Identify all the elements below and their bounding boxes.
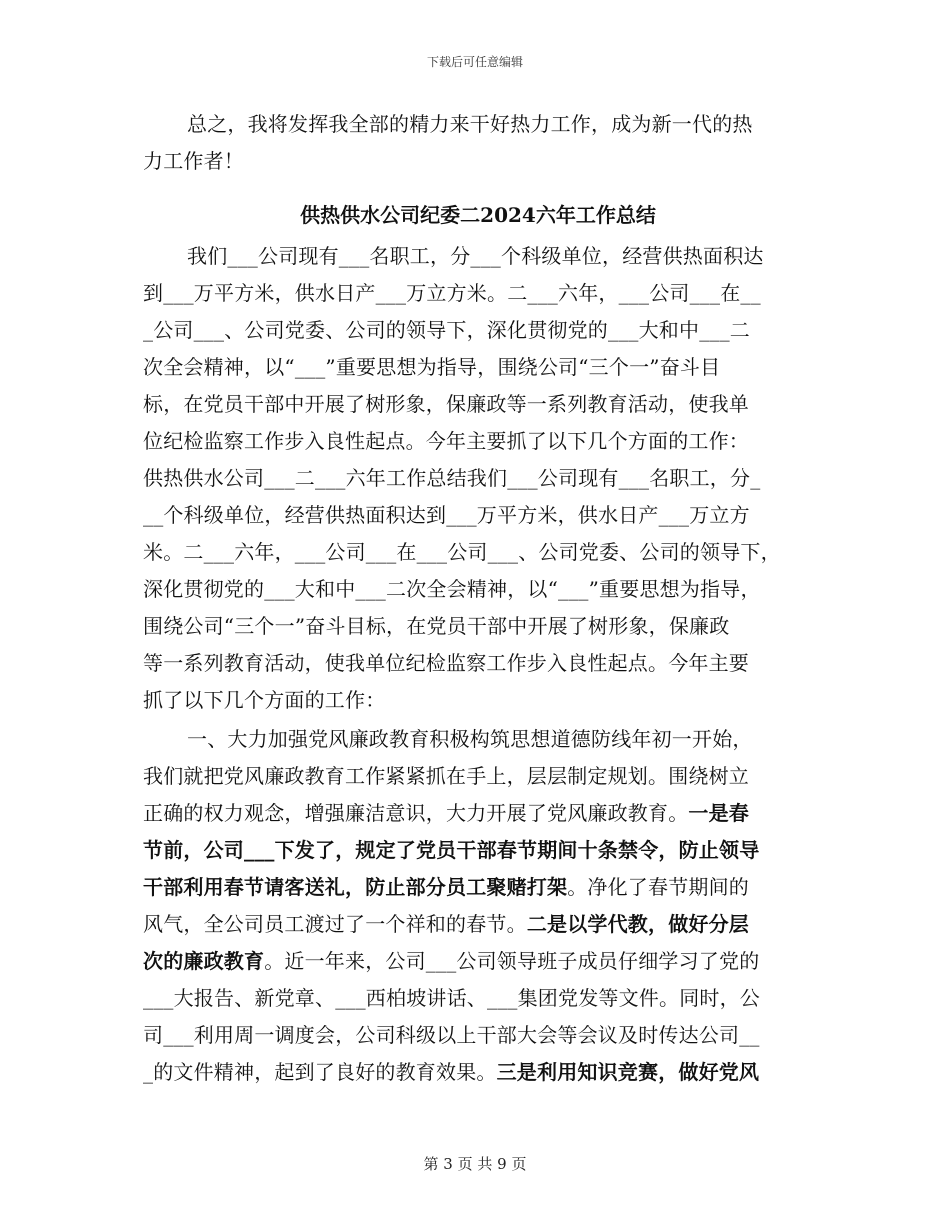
paragraph-line: ___大报告、新党章、___西柏坡讲话、___集团党发等文件。同时，公: [143, 986, 760, 1010]
paragraph-line: 深化贯彻党的___大和中___二次全会精神，以“___”重要思想为指导，: [143, 577, 761, 601]
bold-text: 二是以学代教，做好分层: [526, 912, 750, 936]
paragraph-line: [143, 795, 813, 832]
plain-text: 。近一年来，公司___公司领导班子成员仔细学习了党的: [264, 949, 760, 973]
paragraph-line: 总之，我将发挥我全部的精力来干好热力工作，成为新一代的热: [187, 112, 753, 136]
document-body: [143, 106, 813, 1091]
paragraph-line: 力工作者！: [143, 149, 244, 173]
paragraph-line: [143, 869, 813, 906]
paragraph-line: 司___利用周一调度会，公司科级以上干部大会等会议及时传达公司__: [143, 1023, 760, 1047]
paragraph-line: 我们就把党风廉政教育工作紧紧抓在手上，层层制定规划。围绕树立: [143, 764, 749, 788]
bold-text: 一是春: [688, 801, 750, 825]
paragraph-intro: [143, 238, 813, 719]
paragraph-line: 我们___公司现有___名职工，分___个科级单位，经营供热面积达: [187, 244, 764, 268]
paragraph-line: 围绕公司“三个一”奋斗目标，在党员干部中开展了树形象，保廉政: [143, 614, 730, 638]
paragraph-line: __个科级单位，经营供热面积达到___万平方米，供水日产___万立方: [143, 503, 750, 527]
plain-text: 风气，全公司员工渡过了一个祥和的春节。: [143, 912, 527, 936]
paragraph-line: 供热供水公司___二___六年工作总结我们___公司现有___名职工，分_: [143, 466, 761, 490]
bold-text: 三是利用知识竞赛，做好党风: [496, 1060, 760, 1084]
article-title: 供热供水公司纪委二2024六年工作总结: [300, 203, 656, 227]
paragraph-section-one: [143, 721, 813, 1091]
paragraph-line: 到___万平方米，供水日产___万立方米。二___六年，___公司___在__: [143, 281, 761, 305]
plain-text: 。净化了春节期间的: [567, 875, 750, 899]
paragraph-line: 标，在党员干部中开展了树形象，保廉政等一系列教育活动，使我单: [143, 392, 749, 416]
page-header-note: 下载后可任意编辑: [426, 55, 523, 69]
paragraph-line: [143, 943, 813, 980]
paragraph-line: 一、大力加强党风廉政教育积极构筑思想道德防线年初一开始，: [187, 727, 753, 751]
paragraph-line: _公司___、公司党委、公司的领导下，深化贯彻党的___大和中___二: [143, 318, 750, 342]
paragraph-line: 米。二___六年，___公司___在___公司___、公司党委、公司的领导下，: [143, 540, 781, 564]
paragraph-line: [143, 906, 813, 943]
paragraph-line: 位纪检监察工作步入良性起点。今年主要抓了以下几个方面的工作：: [143, 429, 749, 453]
paragraph-line: [143, 1054, 813, 1091]
plain-text: 正确的权力观念，增强廉洁意识，大力开展了党风廉政教育。: [143, 801, 689, 825]
bold-text: 节前，公司___下发了，规定了党员干部春节期间十条禁令，防止领导: [143, 838, 760, 862]
bold-text: 次的廉政教育: [143, 949, 265, 973]
page-number: 第 3 页 共 9 页: [423, 1155, 527, 1173]
closing-paragraph: [143, 106, 813, 180]
paragraph-line: 抓了以下几个方面的工作：: [143, 688, 386, 712]
plain-text: _的文件精神，起到了良好的教育效果。: [143, 1060, 497, 1084]
paragraph-line: 等一系列教育活动，使我单位纪检监察工作步入良性起点。今年主要: [143, 651, 749, 675]
paragraph-line: [143, 832, 813, 869]
bold-text: 干部利用春节请客送礼，防止部分员工聚赌打架: [143, 875, 568, 899]
paragraph-line: 次全会精神，以“___”重要思想为指导，围绕公司“三个一”奋斗目: [143, 355, 721, 379]
